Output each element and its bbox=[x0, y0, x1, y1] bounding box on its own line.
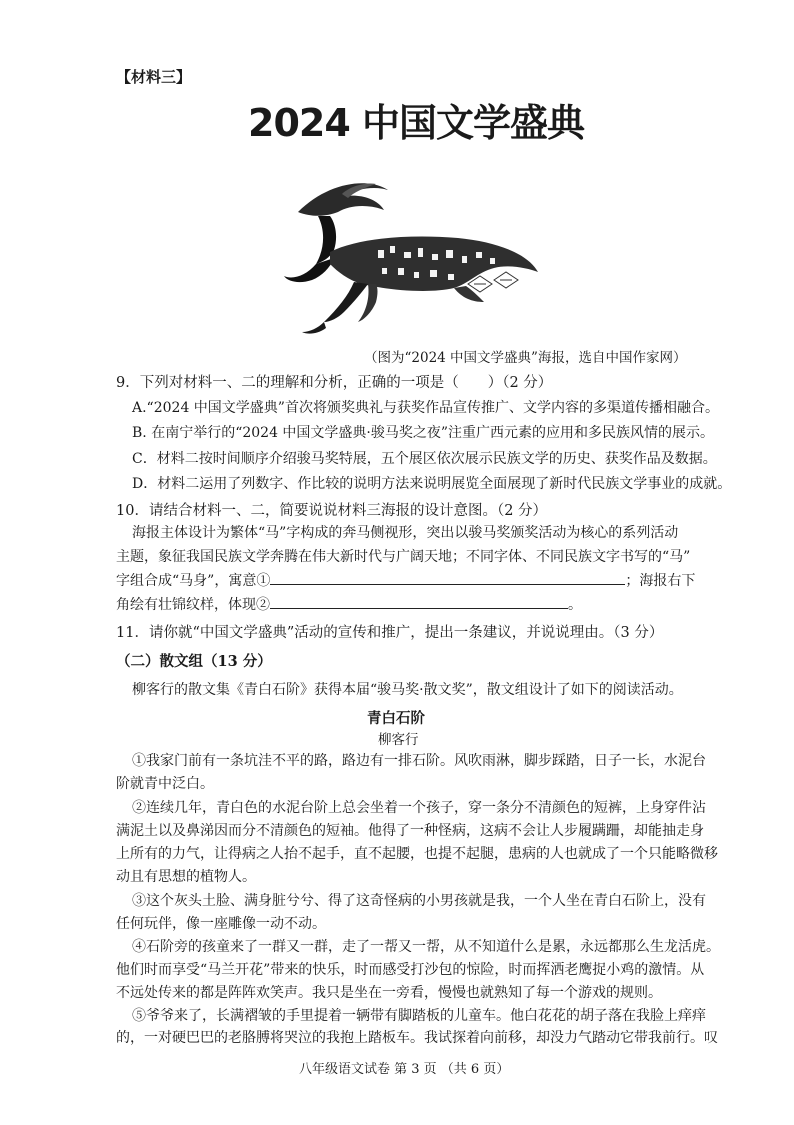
essay-line: 上所有的力气，让得病之人抬不起手，直不起腰，也提不起腿，患病的人也就成了一个只能略微移 bbox=[116, 846, 718, 862]
q10-blank-2[interactable] bbox=[270, 594, 568, 609]
essay-line: 他们时而享受“马兰开花”带来的快乐，时而感受打沙包的惊险，时而挥洒老鹰捉小鸡的激情。从 bbox=[116, 962, 705, 978]
essay-line: 满泥土以及鼻涕因而分不清颜色的短袖。他得了一种怪病，这病不会让人步履蹒跚，却能抽走身 bbox=[116, 823, 704, 839]
q9-option-c: C．材料二按时间顺序介绍骏马奖特展，五个展区依次展示民族文学的历史、获奖作品及数据。 bbox=[132, 451, 717, 467]
q10-line-3-start: 字组合成“马身”，寓意① bbox=[116, 573, 271, 589]
q10-line-3-end: ；海报右下 bbox=[625, 573, 696, 589]
page-footer: 八年级语文试卷 第 3 页 （共 6 页） bbox=[299, 1062, 510, 1077]
q9-stem: 9．下列对材料一、二的理解和分析，正确的一项是（ ）（2 分） bbox=[116, 375, 553, 391]
essay-line: 阶就青中泛白。 bbox=[116, 776, 214, 792]
poster-title: 2024 中国文学盛典 bbox=[248, 101, 584, 145]
essay-author: 柳客行 bbox=[378, 732, 419, 748]
essay-line: ③这个灰头土脸、满身脏兮兮、得了这奇怪病的小男孩就是我，一个人坐在青白石阶上，没有 bbox=[132, 893, 706, 909]
q10-blank-1[interactable] bbox=[270, 570, 625, 585]
q10-line-3 bbox=[116, 570, 695, 590]
essay-line: 动且有思想的植物人。 bbox=[116, 869, 256, 885]
essay-line: ④石阶旁的孩童来了一群又一群，走了一帮又一帮，从不知道什么是累，永远都那么生龙活虎。 bbox=[132, 939, 720, 955]
q10-line-4-start: 角绘有壮锦纹样，体现② bbox=[116, 597, 270, 613]
material-label: 【材料三】 bbox=[116, 68, 192, 86]
q10-stem: 10．请结合材料一、二，简要说说材料三海报的设计意图。（2 分） bbox=[116, 503, 548, 519]
section-intro: 柳客行的散文集《青白石阶》获得本届“骏马奖·散文奖”，散文组设计了如下的阅读活动。 bbox=[132, 682, 683, 698]
q10-line-4 bbox=[116, 594, 582, 614]
essay-title: 青白石阶 bbox=[367, 710, 425, 727]
q10-line-1: 海报主体设计为繁体“马”字构成的奔马侧视形，突出以骏马奖颁奖活动为核心的系列活动 bbox=[132, 525, 679, 541]
q9-option-b: B. 在南宁举行的“2024 中国文学盛典·骏马奖之夜”注重广西元素的应用和多民族风情的展示。 bbox=[132, 425, 715, 441]
essay-line: ②连续几年，青白色的水泥台阶上总会坐着一个孩子，穿一条分不清颜色的短裤，上身穿件沾 bbox=[132, 800, 706, 816]
essay-line: 不远处传来的都是阵阵欢笑声。我只是坐在一旁看，慢慢也就熟知了每一个游戏的规则。 bbox=[116, 985, 662, 1001]
essay-line: 的，一对硬巴巴的老胳膊将哭泣的我抱上踏板车。我试探着向前移，却没力气踏动它带我前行。叹 bbox=[116, 1030, 718, 1046]
section-heading: （二）散文组（13 分） bbox=[116, 653, 272, 670]
essay-line: 任何玩伴，像一座雕像一动不动。 bbox=[116, 916, 326, 932]
q11-stem: 11．请你就“中国文学盛典”活动的宣传和推广，提出一条建议，并说说理由。（3 分） bbox=[116, 625, 664, 641]
q9-option-a: A.“2024 中国文学盛典”首次将颁奖典礼与获奖作品宣传推广、文学内容的多渠道传播相融合。 bbox=[132, 400, 719, 416]
essay-line: ⑤爷爷来了，长满褶皱的手里提着一辆带有脚踏板的儿童车。他白花花的胡子落在我脸上痒痒 bbox=[132, 1008, 706, 1024]
q10-line-4-end: 。 bbox=[568, 597, 582, 613]
essay-line: ①我家门前有一条坑洼不平的路，路边有一排石阶。风吹雨淋，脚步踩踏，日子一长，水泥台 bbox=[132, 753, 706, 769]
q9-option-d: D．材料二运用了列数字、作比较的说明方法来说明展览全面展现了新时代民族文学事业的成就。 bbox=[132, 476, 732, 492]
q10-line-2: 主题，象征我国民族文学奔腾在伟大新时代与广阔天地；不同字体、不同民族文字书写的“马” bbox=[116, 549, 691, 565]
running-horse-poster-image bbox=[258, 172, 548, 342]
poster-caption: （图为“2024 中国文学盛典”海报，选自中国作家网） bbox=[364, 350, 687, 366]
